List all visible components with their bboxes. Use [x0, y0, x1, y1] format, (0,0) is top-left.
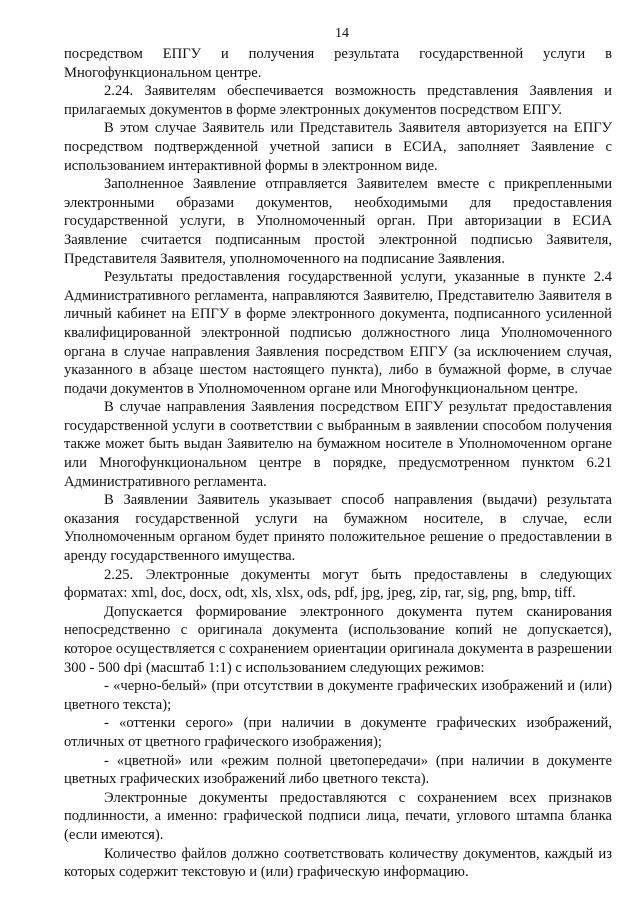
paragraph-2-25-formats: 2.25. Электронные документы могут быть предоставлены в следующих форматах: xml, doc, docx, odt, xls, xlsx, ods, pdf, jpg, jpeg, zip, rar, sig, png, bmp, tiff. — [64, 566, 612, 602]
paragraph-authorization: В этом случае Заявитель или Представитель Заявителя авторизуется на ЕПГУ посредством подтвержденной учетной записи в ЕСИА, заполняет Заявление с использованием интерактивной формы в электронном виде. — [64, 120, 612, 174]
paragraph-scanning: Допускается формирование электронного документа путем сканирования непосредственно с оригинала документа (использование копий не допускается), которое осуществляется с сохранением ориентации оригинала документа в разрешении 300 - 500 dpi (масштаб 1:1) с использованием следующих режимов: — [64, 603, 612, 676]
paragraph-file-count: Количество файлов должно соответствовать количеству документов, каждый из которых содержит текстовую и (или) графическую информацию. — [64, 845, 612, 881]
list-item-color: - «цветной» или «режим полной цветопередачи» (при наличии в документе цветных графических изображений либо цветного текста). — [64, 752, 612, 788]
page-number: 14 — [335, 26, 349, 41]
paragraph-continuation: посредством ЕПГУ и получения результата государственной услуги в Многофункциональном центре. — [64, 46, 612, 81]
paragraph-authenticity: Электронные документы предоставляются с сохранением всех признаков подлинности, а именно: графической подписи лица, печати, углового штампа бланка (если имеются). — [64, 789, 612, 843]
paragraph-delivery-method: В Заявлении Заявитель указывает способ направления (выдачи) результата оказания государственной услуги на бумажном носителе, в случае, если Уполномоченным органом будет принято положительное решение о предоставлении в аренду государственного имущества. — [64, 492, 612, 565]
list-item-grayscale: - «оттенки серого» (при наличии в документе графических изображений, отличных от цветного графического изображения); — [64, 715, 612, 750]
paragraph-paper-result: В случае направления Заявления посредством ЕПГУ результат предоставления государственной услуги в соответствии с выбранным в заявлении способом получения также может быть выдан Заявителю на бумажном носителе в Уполномоченном органе или Многофункциональном центре в порядке, предусмотренном пунктом 6.21 Административного регламента. — [64, 399, 612, 490]
list-item-black-white: - «черно-белый» (при отсутствии в документе графических изображений и (или) цветного текста); — [64, 678, 612, 713]
paragraph-submission: Заполненное Заявление отправляется Заявителем вместе с прикрепленными электронными образами документов, необходимыми для предоставления государственной услуги, в Уполномоченный орган. При авторизации в ЕСИА Заявление считается подписанным простой электронной подписью Заявителя, Представителя Заявителя, уполномоченного на подписание Заявления. — [64, 176, 612, 267]
paragraph-results: Результаты предоставления государственной услуги, указанные в пункте 2.4 Административного регламента, направляются Заявителю, Представителю Заявителя в личный кабинет на ЕПГУ в форме электронного документа, подписанного усиленной квалифицированной электронной подписью должностного лица Уполномоченного органа в случае направления Заявления посредством ЕПГУ (за исключением случая, указанного в абзаце шестом настоящего пункта), либо в бумажной форме, в случае подачи документов в Уполномоченном органе или Многофункциональном центре. — [64, 269, 612, 397]
paragraph-2-24: 2.24. Заявителям обеспечивается возможность представления Заявления и прилагаемых документов в форме электронных документов посредством ЕПГУ. — [64, 83, 612, 118]
